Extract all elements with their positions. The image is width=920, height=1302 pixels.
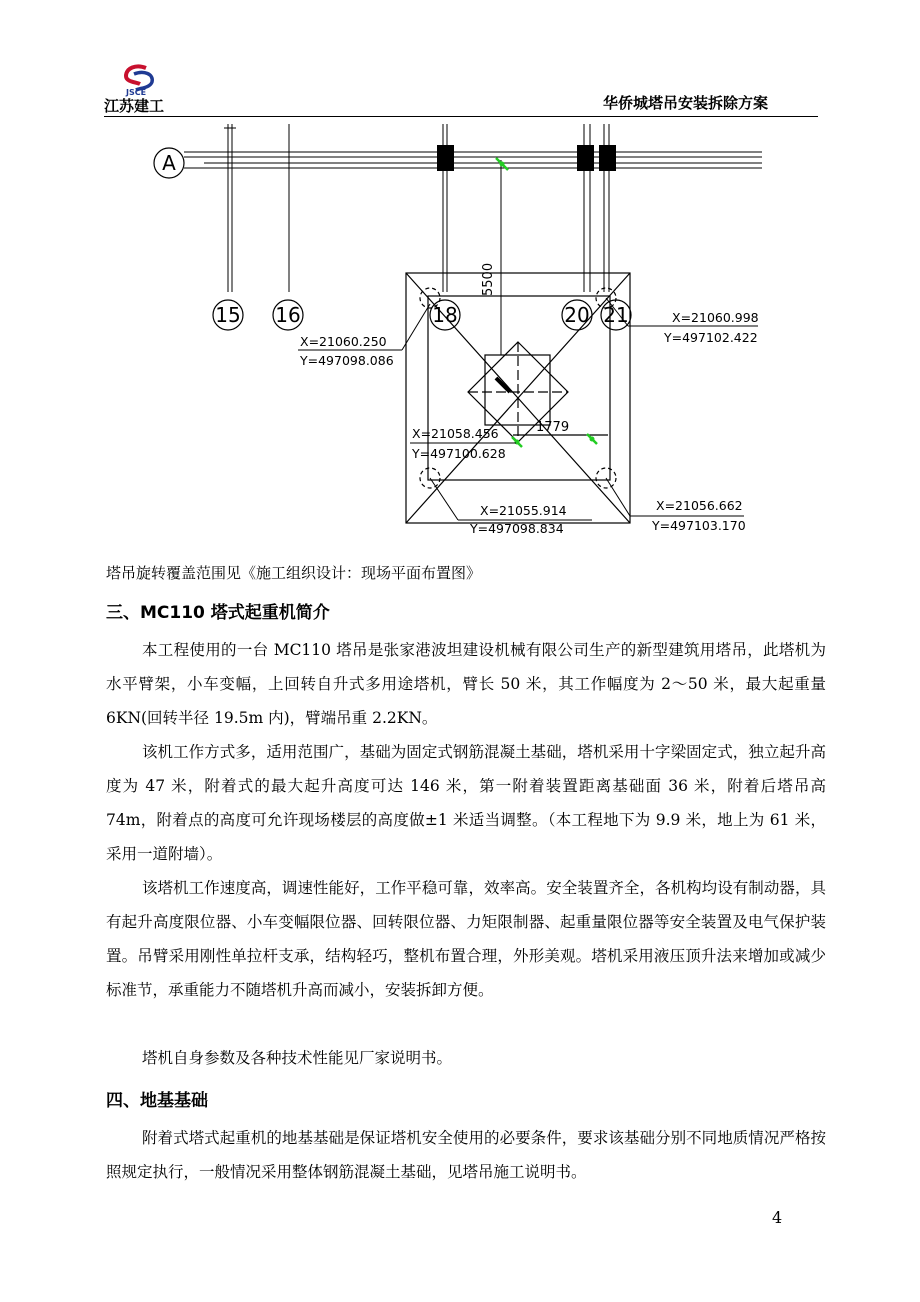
section-3-paragraph-4: 塔机自身参数及各种技术性能见厂家说明书。 xyxy=(142,1049,453,1067)
coord-3-x: X=21058.456 xyxy=(412,426,499,441)
logo-text: JSCE xyxy=(126,88,147,97)
tower-crane-layout-drawing xyxy=(0,0,920,560)
section-4-paragraph-1: 附着式塔式起重机的地基基础是保证塔机安全使用的必要条件，要求该基础分别不同地质情况严格按照规定执行，一般情况采用整体钢筋混凝土基础，见塔吊施工说明书。 xyxy=(106,1129,826,1181)
coord-4-y: Y=497098.834 xyxy=(470,521,564,536)
section-3-paragraph-3: 该塔机工作速度高，调速性能好，工作平稳可靠，效率高。安全装置齐全，各机构均设有制动器，具有起升高度限位器、小车变幅限位器、回转限位器、力矩限制器、起重量限位器等安全装置及电气保护装置。吊臂采用刚性单拉杆支承，结构轻巧，整机布置合理，外形美观。塔机采用液压顶升法来增加或减少标准节，承重能力不随塔机升高而减小，安装拆卸方便。 xyxy=(106,879,826,999)
coord-5-y: Y=497103.170 xyxy=(652,518,746,533)
coord-5-x: X=21056.662 xyxy=(656,498,743,513)
drawing-caption: 塔吊旋转覆盖范围见《施工组织设计：现场平面布置图》 xyxy=(106,564,482,582)
axis-label-16: 16 xyxy=(275,303,301,327)
coord-2-y: Y=497102.422 xyxy=(664,330,758,345)
axis-label-18: 18 xyxy=(432,303,458,327)
page-number: 4 xyxy=(772,1208,783,1227)
document-title: 华侨城塔吊安装拆除方案 xyxy=(602,94,768,112)
section-4-heading: 四、地基基础 xyxy=(106,1091,208,1111)
section-3-paragraph-2: 该机工作方式多，适用范围广，基础为固定式钢筋混凝土基础，塔机采用十字梁固定式，独立起升高度为 47 米，附着式的最大起升高度可达 146 米，第一附着装置距离基础面 36 米，附着后塔吊高 74m，附着点的高度可允许现场楼层的高度做±1 米适当调整。（本工程地下为 9.9 米，地上为 61 米，采用一道附墙）。 xyxy=(106,743,826,863)
section-3-heading: 三、MC110 塔式起重机简介 xyxy=(106,603,330,623)
axis-label-a: A xyxy=(162,151,176,175)
coord-3-y: Y=497100.628 xyxy=(412,446,506,461)
company-name: 江苏建工 xyxy=(104,97,165,115)
coord-1-y: Y=497098.086 xyxy=(300,353,394,368)
coord-4-x: X=21055.914 xyxy=(480,503,567,518)
coord-1-x: X=21060.250 xyxy=(300,334,387,349)
section-3-paragraph-1: 本工程使用的一台 MC110 塔吊是张家港波坦建设机械有限公司生产的新型建筑用塔吊，此塔机为水平臂架，小车变幅，上回转自升式多用途塔机，臂长 50 米，其工作幅度为 2～50 米，最大起重量 6KN(回转半径 19.5m 内)，臂端吊重 2.2KN。 xyxy=(106,641,826,727)
axis-label-20: 20 xyxy=(564,303,590,327)
axis-label-21: 21 xyxy=(603,303,629,327)
column-18 xyxy=(437,145,454,171)
axis-label-15: 15 xyxy=(215,303,241,327)
coord-2-x: X=21060.998 xyxy=(672,310,759,325)
column-21 xyxy=(599,145,616,171)
column-20 xyxy=(577,145,594,171)
dimension-5500: 5500 xyxy=(481,262,496,296)
dimension-1779: 1779 xyxy=(536,420,570,435)
